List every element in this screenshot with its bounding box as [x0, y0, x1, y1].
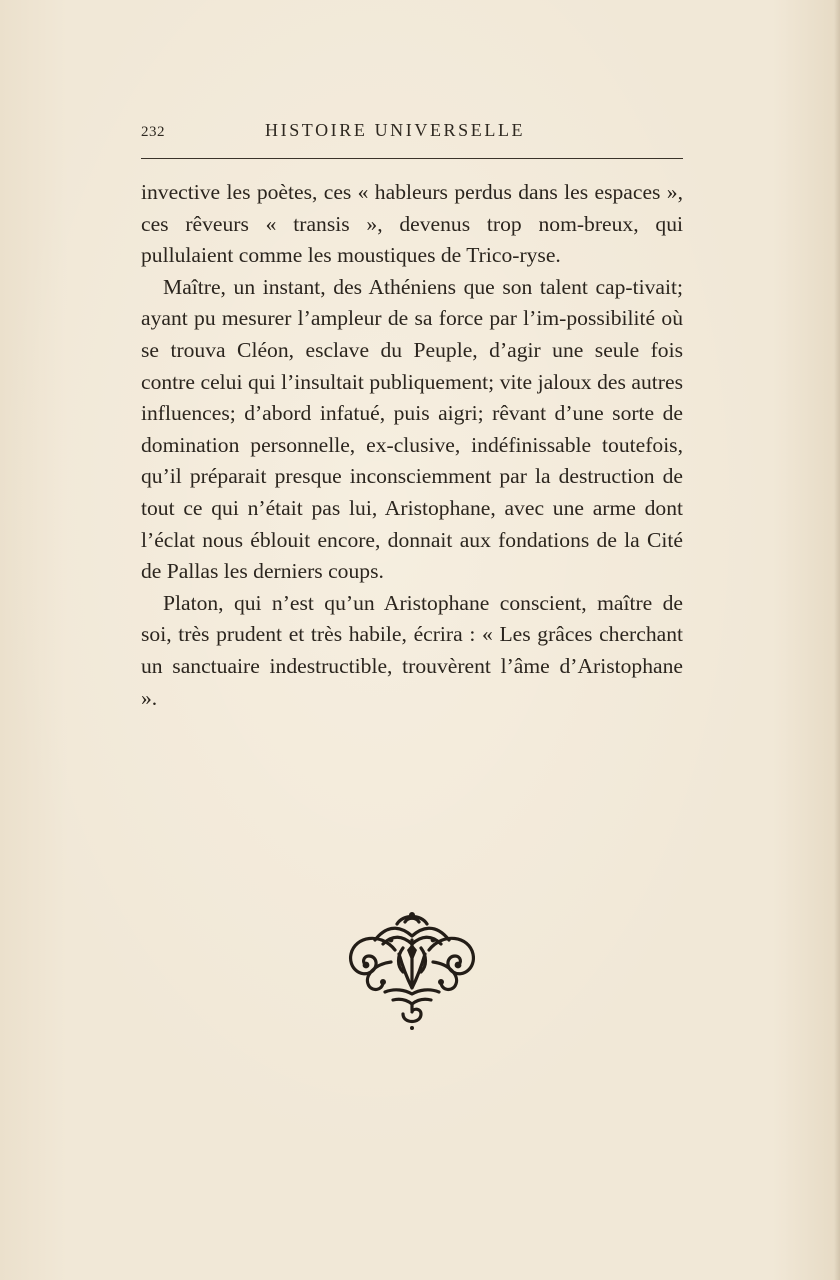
page-number: 232 [141, 124, 165, 140]
body-text [141, 177, 683, 714]
page-edge-shadow [834, 0, 840, 1280]
header-rule [141, 158, 683, 159]
running-head [141, 120, 683, 146]
paragraph-2: Maître, un instant, des Athéniens que son talent cap-tivait; ayant pu mesurer l’ampleur de sa force par l’im-possibilité où se trouva Cléon, esclave du Peuple, d’agir une seule fois contre celui qui l’insultait publiquement; vite jaloux des autres influences; d’abord infatué, puis aigri; rêvant d’une sorte de domination personnelle, ex-clusive, indéfinissable toutefois, qu’il préparait presque inconsciemment par la destruction de tout ce qui n’était pas lui, Aristophane, avec une arme dont l’éclat nous éblouit encore, donnait aux fondations de la Cité de Pallas les derniers coups. [141, 274, 683, 584]
running-head-title: HISTOIRE UNIVERSELLE [265, 120, 526, 140]
paragraph-1: invective les poètes, ces « hableurs perdus dans les espaces », ces rêveurs « transis », devenus trop nom-breux, qui pullulaient comme les moustiques de Trico-ryse. [141, 180, 683, 268]
fleuron-ornament-icon [345, 910, 479, 1030]
paragraph-3: Platon, qui n’est qu’un Aristophane conscient, maître de soi, très prudent et très habile, écrira : « Les grâces cherchant un sanctuaire indestructible, trouvèrent l’âme d’Aristophane ». [141, 590, 683, 710]
